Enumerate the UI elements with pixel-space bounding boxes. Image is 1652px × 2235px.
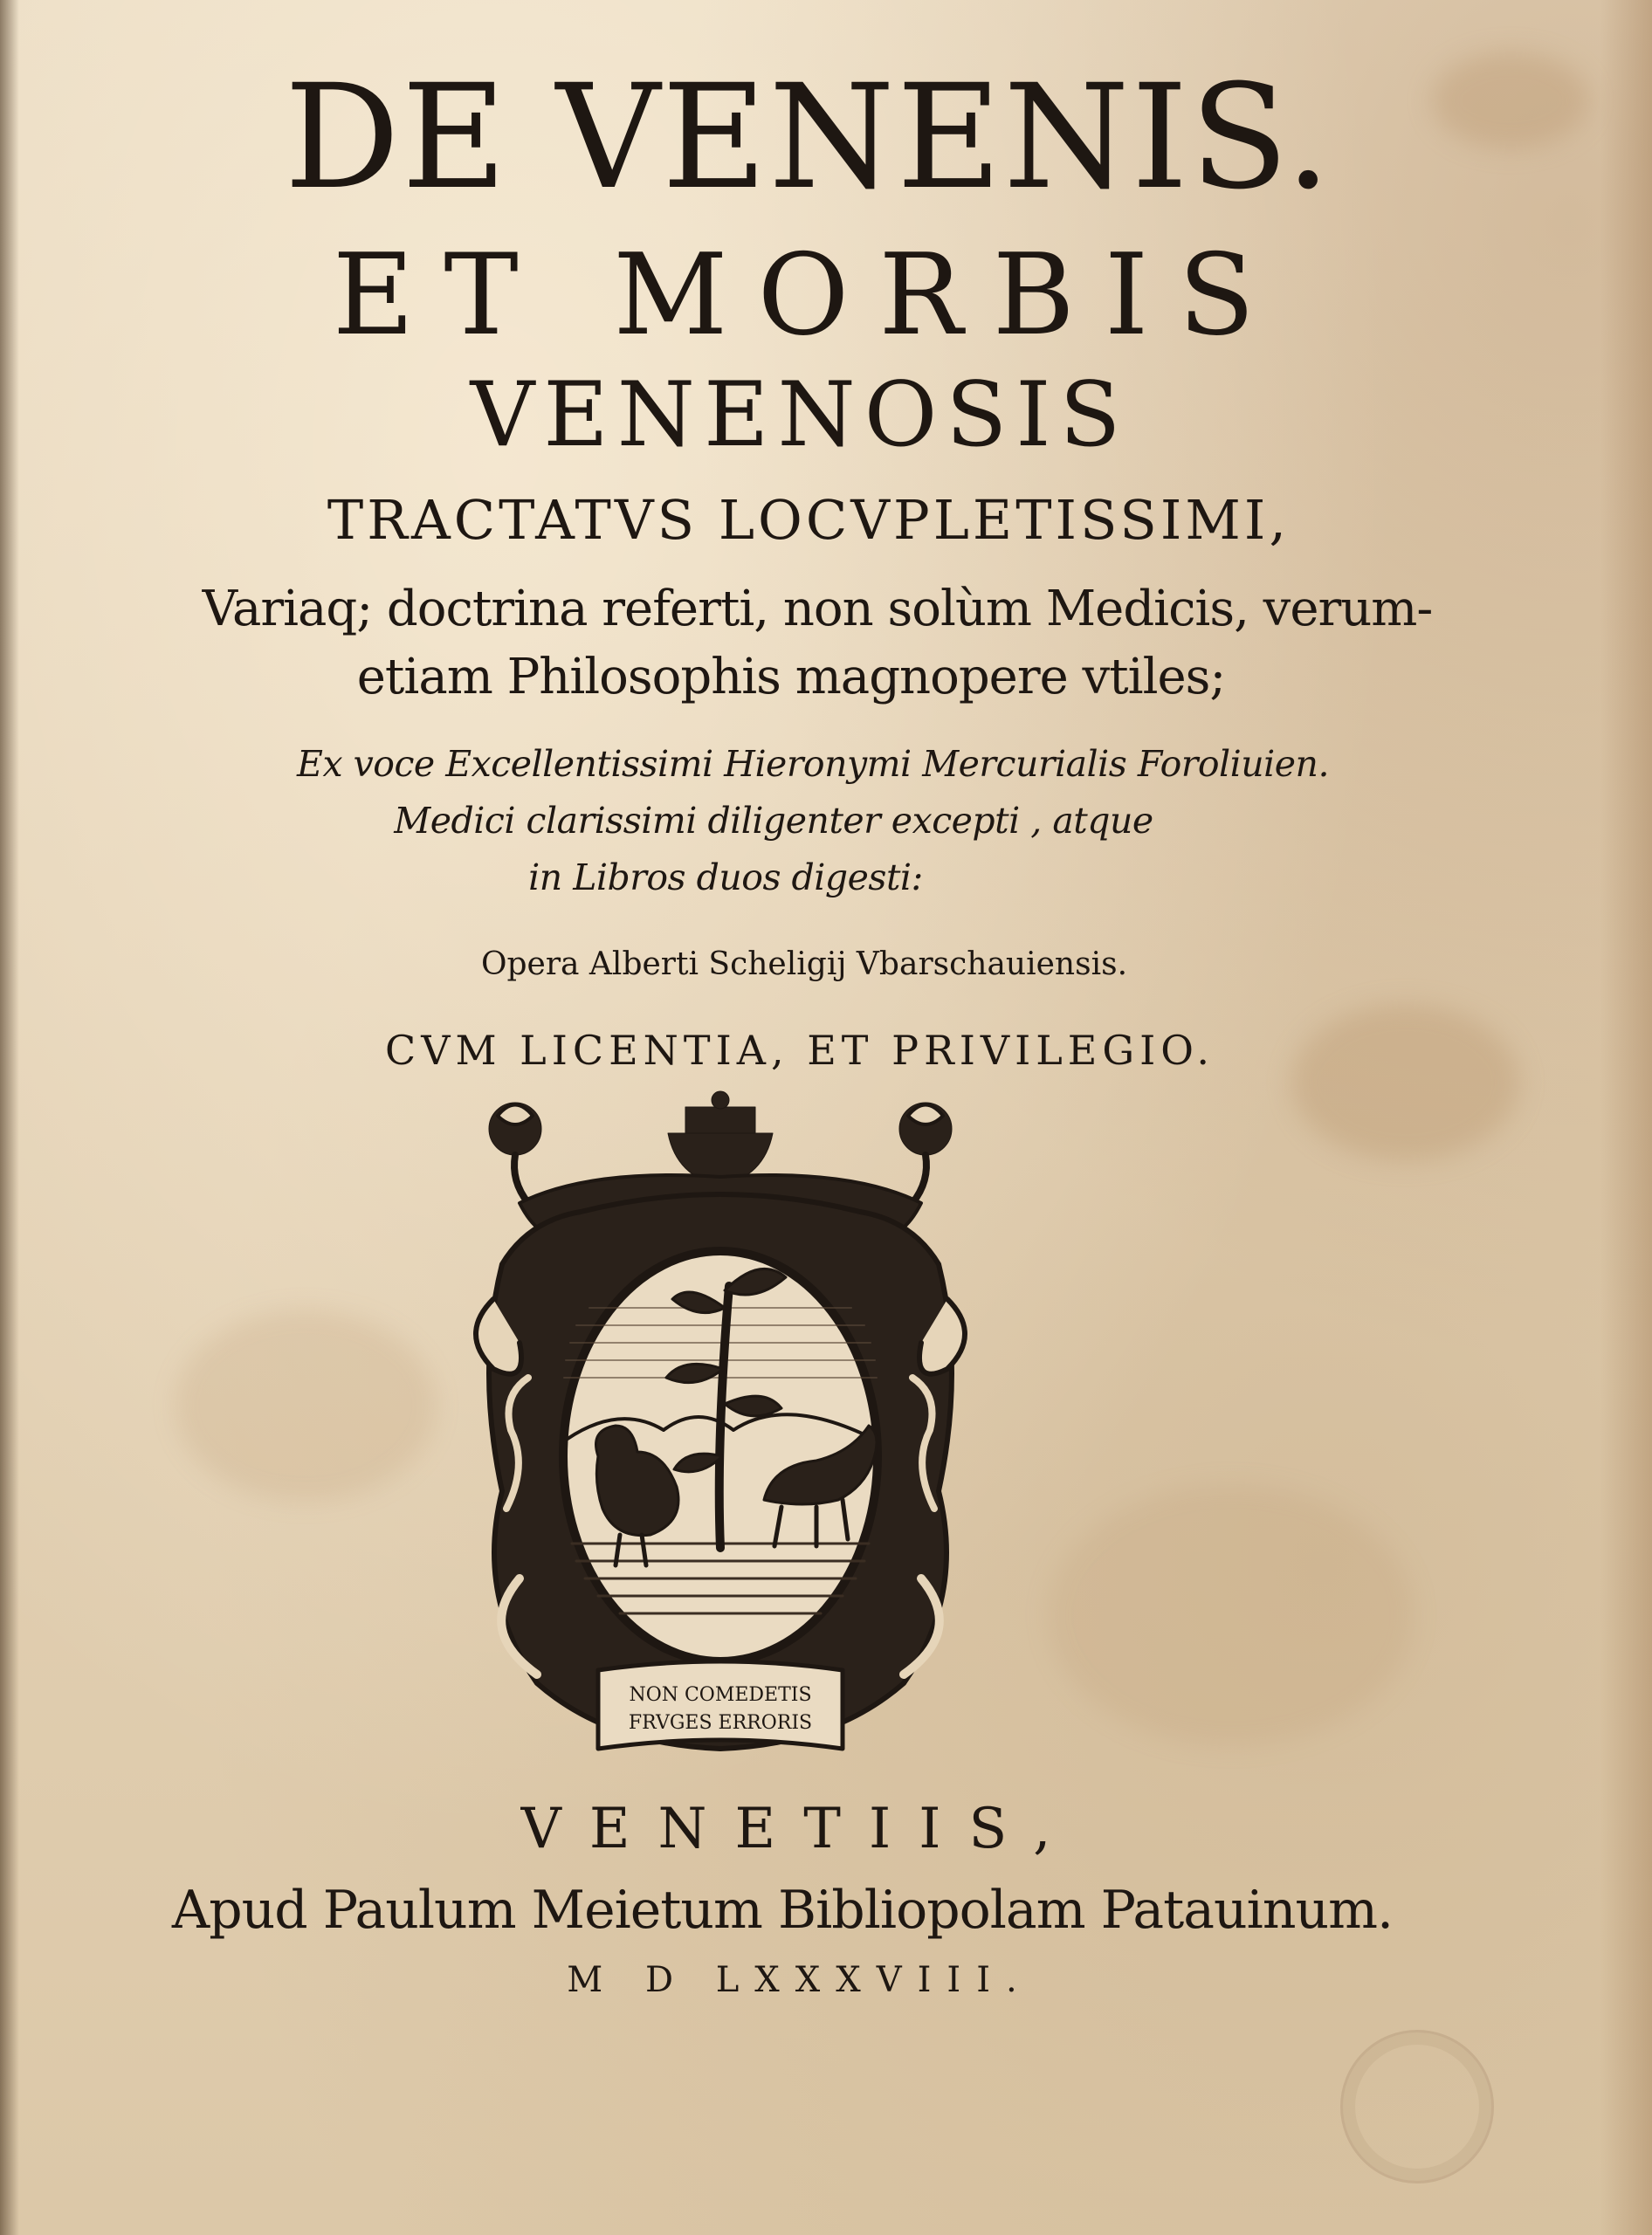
flower-right-icon <box>899 1103 952 1203</box>
attribution-line-2: Medici clarissimi diligenter excepti , atque <box>394 800 1153 842</box>
description-line-2: etiam Philosophis magnopere vtiles; <box>356 649 1226 705</box>
flower-left-icon <box>489 1103 541 1203</box>
title-line-1: DE VENENIS. <box>284 53 1333 221</box>
city-line: VENETIIS, <box>520 1797 1079 1861</box>
emblem-motto-line-1: NON COMEDETIS <box>629 1684 812 1706</box>
emblem-motto-line-2: FRVGES ERRORIS <box>628 1712 813 1734</box>
printers-emblem <box>467 1090 974 1762</box>
paper-stain <box>175 1310 437 1502</box>
urn-icon <box>668 1091 773 1186</box>
publisher-line: Apud Paulum Meietum Bibliopolam Patauinum. <box>171 1880 1394 1941</box>
license-line: CVM LICENTIA, ET PRIVILEGIO. <box>385 1027 1215 1074</box>
description-line-1: Variaq; doctrina referti, non solùm Medicis, verum- <box>202 581 1433 637</box>
editor-line: Opera Alberti Scheligij Vbarschauiensis. <box>480 946 1128 982</box>
title-line-3: VENENOSIS <box>470 363 1130 467</box>
paper-stain <box>1292 1004 1519 1161</box>
library-stamp <box>1340 2030 1494 2183</box>
attribution-line-1: Ex voce Excellentissimi Hieronymi Mercurialis Foroliuien. <box>297 743 1329 785</box>
paper-stain <box>1048 1484 1415 1746</box>
year-line: M D LXXXVIII. <box>567 1960 1033 2000</box>
attribution-line-3: in Libros duos digesti: <box>528 856 923 898</box>
title-line-2: ET MORBIS <box>332 230 1285 361</box>
title-line-4: TRACTATVS LOCVPLETISSIMI, <box>327 488 1291 552</box>
